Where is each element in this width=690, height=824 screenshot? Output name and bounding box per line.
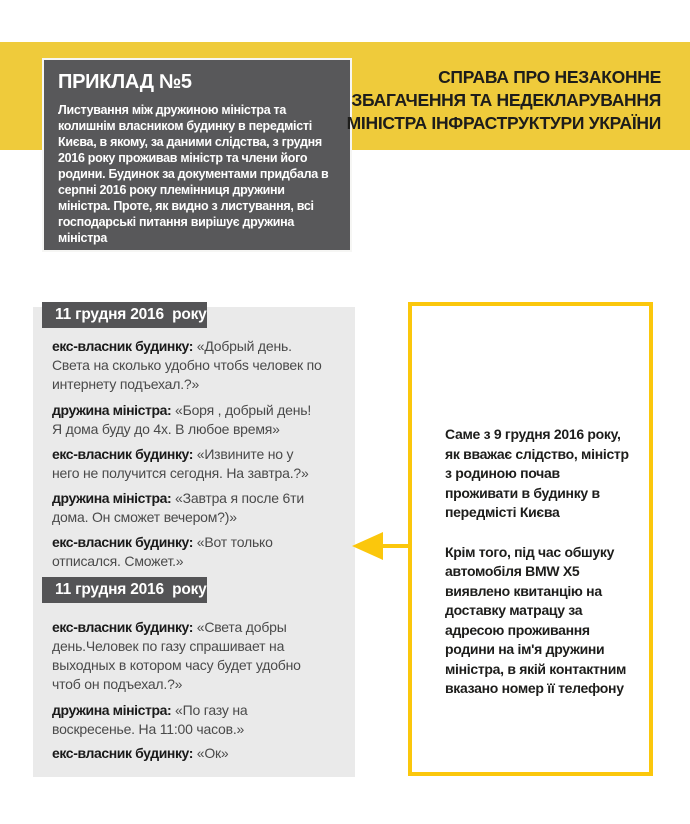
chat-speaker: дружина міністра: [52,402,172,418]
chat-text: «Вот только отписался. Сможет.» [52,534,273,569]
chat-message [52,489,324,527]
chat-speaker: дружина міністра: [52,702,172,718]
case-title [261,66,661,135]
chat-text: «Добрый день. Света на сколько удобно чтобs человек по интернету подъехал.?» [52,338,322,392]
date-header: 11 грудня 2016 року [42,302,207,328]
case-title-line-1: СПРАВА ПРО НЕЗАКОННЕ [438,67,661,87]
investigation-callout-box [408,302,653,776]
chat-speaker: екс-власник будинку: [52,745,194,761]
date-header: 11 грудня 2016 року [42,577,207,603]
chat-text: «Извините но у него не получится сегодня. На завтра.?» [52,446,309,481]
callout-paragraph-2: Крім того, під час обшуку автомобіля BMW X5 виявлено квитанцію на доставку матрацу за адресою проживання родини на ім'я дружини міністра, в якій контактним вказано номер її телефону [445,543,627,696]
chat-speaker: екс-власник будинку: [52,446,194,462]
chat-message [52,701,324,739]
chat-speaker: дружина міністра: [52,490,172,506]
chat-message [52,401,324,439]
case-title-line-3: МІНІСТРА ІНФРАСТРУКТУРИ УКРАЇНИ [346,113,661,133]
chat-text: «По газу на воскресенье. На 11:00 часов.» [52,702,248,737]
example-title: ПРИКЛАД №5 [58,71,192,93]
chat-message [52,337,324,394]
example-description: Листування між дружиною міністра та колишнім власником будинку в передмісті Києва, в якому, за даними слідства, з грудня 2016 року проживав міністр та члени його родини. Будинок за документами придбала в серпні 2016 року племінниця дружини міністра. Проте, як видно з листування, всі господарські питання вирішує дружина міністра [58,103,329,245]
chat-speaker: екс-власник будинку: [52,619,194,635]
chat-speaker: екс-власник будинку: [52,338,194,354]
chat-message [52,445,324,483]
chat-text: «Света добры день.Человек по газу спрашивает на выходных в котором часу будет удобно чтоб он подъехал.?» [52,619,301,692]
arrow-left-icon [352,532,383,560]
chat-text: «Боря , добрый день! Я дома буду до 4х. В любое время» [52,402,312,437]
chat-text: «Завтра я после 6ти дома. Он сможет вечером?)» [52,490,304,525]
callout-paragraph-1: Саме з 9 грудня 2016 року, як вважає слідство, міністр з родиною почав проживати в будинку в передмісті Києва [445,426,629,520]
chat-text: «Ок» [196,745,229,761]
chat-message [52,618,324,694]
chat-message [52,744,324,763]
case-title-line-2: ЗБАГАЧЕННЯ ТА НЕДЕКЛАРУВАННЯ [351,90,661,110]
chat-message [52,533,324,571]
chat-speaker: екс-власник будинку: [52,534,194,550]
